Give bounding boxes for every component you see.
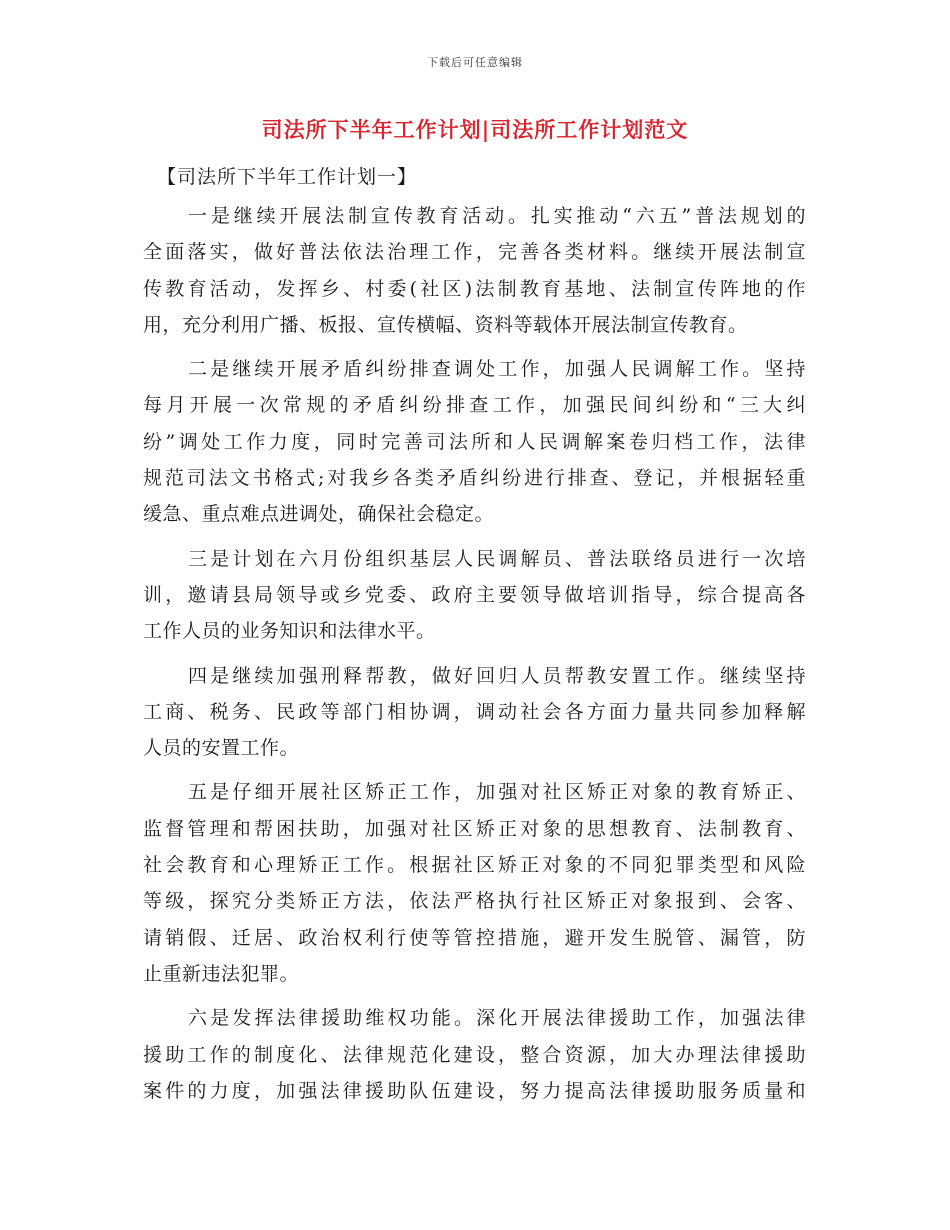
- paragraph-line: 二是继续开展矛盾纠纷排查调处工作，加强人民调解工作。坚持: [188, 358, 806, 381]
- paragraph-3: [143, 541, 806, 650]
- paragraph-line: 一是继续开展法制宣传教育活动。扎实推动“六五”普法规划的: [188, 205, 806, 227]
- paragraph-line: 用，充分利用广播、板报、宣传横幅、资料等载体开展法制宣传教育。: [143, 313, 748, 336]
- paragraph-line: 五是仔细开展社区矫正工作，加强对社区矫正对象的教育矫正、: [188, 781, 806, 804]
- paragraph-line: 人员的安置工作。: [143, 737, 300, 760]
- paragraph-line: 监督管理和帮困扶助，加强对社区矫正对象的思想教育、法制教育、: [143, 817, 806, 840]
- paragraph-4: [143, 658, 806, 767]
- header-note: 下载后可任意编辑: [427, 56, 523, 69]
- paragraph-line: 缓急、重点难点进调处，确保社会稳定。: [143, 503, 495, 526]
- paragraph-line: 三是计划在六月份组织基层人民调解员、普法联络员进行一次培: [188, 547, 806, 570]
- paragraph-line: 等级，探究分类矫正方法，依法严格执行社区矫正对象报到、会客、: [143, 890, 806, 913]
- paragraph-line: 训，邀请县局领导或乡党委、政府主要领导做培训指导，综合提高各: [143, 583, 806, 606]
- paragraph-line: 请销假、迁居、政治权利行使等管控措施，避开发生脱管、漏管，防: [143, 926, 806, 949]
- paragraph-line: 每月开展一次常规的矛盾纠纷排查工作，加强民间纠纷和“三大纠: [143, 394, 806, 417]
- paragraph-line: 规范司法文书格式;对我乡各类矛盾纠纷进行排查、登记，并根据轻重: [143, 467, 806, 490]
- paragraph-line: 全面落实，做好普法依法治理工作，完善各类材料。继续开展法制宣: [143, 241, 806, 264]
- paragraph-5: [143, 774, 806, 992]
- paragraph-1: [143, 198, 806, 343]
- paragraph-line: 纷”调处工作力度，同时完善司法所和人民调解案卷归档工作，法律: [143, 430, 806, 453]
- paragraph-line: 案件的力度，加强法律援助队伍建设，努力提高法律援助服务质量和: [143, 1079, 806, 1102]
- paragraph-line: 工商、税务、民政等部门相协调，调动社会各方面力量共同参加释解: [143, 700, 806, 723]
- paragraph-2: [143, 351, 806, 532]
- document-body: [143, 160, 806, 1117]
- paragraph-line: 止重新违法犯罪。: [143, 962, 300, 985]
- paragraph-line: 工作人员的业务知识和法律水平。: [143, 620, 436, 643]
- paragraph-line: 社会教育和心理矫正工作。根据社区矫正对象的不同犯罪类型和风险: [143, 854, 806, 877]
- paragraph-line: 传教育活动，发挥乡、村委(社区)法制教育基地、法制宣传阵地的作: [143, 277, 806, 300]
- paragraph-line: 六是发挥法律援助维权功能。深化开展法律援助工作，加强法律: [188, 1007, 806, 1030]
- paragraph-line: 四是继续加强刑释帮教，做好回归人员帮教安置工作。继续坚持: [188, 664, 806, 687]
- paragraph-line: 援助工作的制度化、法律规范化建设，整合资源，加大办理法律援助: [143, 1043, 806, 1066]
- document-title: 司法所下半年工作计划|司法所工作计划范文: [261, 117, 689, 142]
- section-label: 【司法所下半年工作计划一】: [157, 166, 418, 188]
- paragraph-6: [143, 1000, 806, 1109]
